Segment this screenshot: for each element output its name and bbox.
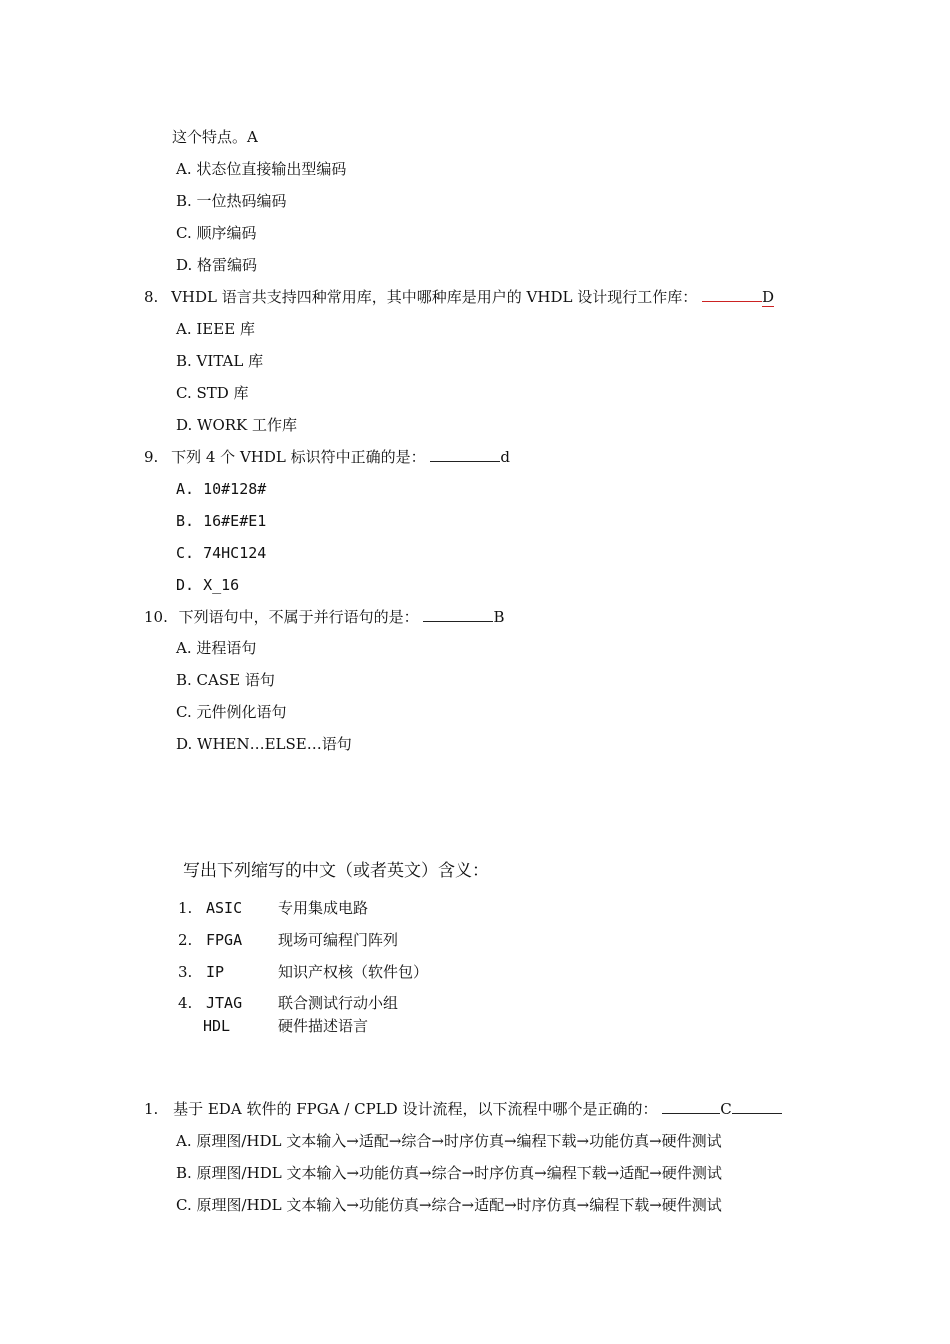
answer-blank xyxy=(662,1099,720,1114)
option-d: D. 格雷编码 xyxy=(176,256,258,274)
option-c: C. 顺序编码 xyxy=(176,224,257,242)
option-d: D. X_16 xyxy=(176,576,240,594)
question-text: 基于 EDA 软件的 FPGA / CPLD 设计流程，以下流程中哪个是正确的： xyxy=(173,1100,658,1118)
option-a: A. 状态位直接输出型编码 xyxy=(176,160,347,178)
option-b: B. 一位热码编码 xyxy=(176,192,287,210)
answer: d xyxy=(500,448,511,466)
abbr-number: 3. xyxy=(178,963,193,981)
option-b: B. 原理图/HDL 文本输入→功能仿真→综合→时序仿真→编程下载→适配→硬件测试 xyxy=(176,1164,722,1182)
question-text: 下列 4 个 VHDL 标识符中正确的是： xyxy=(171,448,426,466)
answer-blank xyxy=(430,447,500,462)
option-b: B. CASE 语句 xyxy=(176,671,275,689)
abbr-meaning: 知识产权核（软件包） xyxy=(278,963,429,981)
abbr-number: 2. xyxy=(178,931,193,949)
answer-blank xyxy=(702,287,762,302)
answer-blank xyxy=(423,607,493,622)
question-number: 1. xyxy=(144,1100,159,1118)
abbr-term: JTAG xyxy=(206,994,243,1012)
abbr-meaning: 硬件描述语言 xyxy=(278,1017,369,1035)
option-d: D. WHEN…ELSE…语句 xyxy=(176,735,352,753)
answer: C xyxy=(720,1100,732,1118)
abbr-number: 4. xyxy=(178,994,193,1012)
answer: B xyxy=(493,608,505,626)
option-a: A. 进程语句 xyxy=(176,639,257,657)
option-b: B. VITAL 库 xyxy=(176,352,264,370)
question-number: 9. xyxy=(144,448,159,466)
question-flow xyxy=(144,1099,782,1119)
question-number: 10. xyxy=(144,608,168,626)
option-a: A. 原理图/HDL 文本输入→适配→综合→时序仿真→编程下载→功能仿真→硬件测试 xyxy=(176,1132,722,1150)
answer: D xyxy=(761,288,775,306)
option-c: C. 原理图/HDL 文本输入→功能仿真→综合→适配→时序仿真→编程下载→硬件测试 xyxy=(176,1196,722,1214)
option-a: A. IEEE 库 xyxy=(176,320,255,338)
abbr-term: ASIC xyxy=(206,899,243,917)
abbr-term: FPGA xyxy=(206,931,243,949)
option-d: D. WORK 工作库 xyxy=(176,416,298,434)
abbr-meaning: 联合测试行动小组 xyxy=(278,994,399,1012)
question-8 xyxy=(144,287,774,307)
abbr-meaning: 现场可编程门阵列 xyxy=(278,931,399,949)
question-text: 下列语句中，不属于并行语句的是： xyxy=(178,608,419,626)
question-9 xyxy=(144,447,510,467)
answer-blank-trailing xyxy=(732,1099,782,1114)
option-c: C. 74HC124 xyxy=(176,544,267,562)
option-c: C. 元件例化语句 xyxy=(176,703,287,721)
question-10 xyxy=(144,607,504,627)
option-b: B. 16#E#E1 xyxy=(176,512,267,530)
question-continuation: 这个特点。A xyxy=(172,128,258,146)
abbr-term: IP xyxy=(206,963,225,981)
option-a: A. 10#128# xyxy=(176,480,267,498)
abbr-meaning: 专用集成电路 xyxy=(278,899,369,917)
question-number: 8. xyxy=(144,288,159,306)
section-heading: 写出下列缩写的中文（或者英文）含义： xyxy=(183,861,489,881)
abbr-term: HDL xyxy=(203,1017,231,1035)
option-c: C. STD 库 xyxy=(176,384,249,402)
question-text: VHDL 语言共支持四种常用库，其中哪种库是用户的 VHDL 设计现行工作库： xyxy=(171,288,698,306)
abbr-number: 1. xyxy=(178,899,193,917)
